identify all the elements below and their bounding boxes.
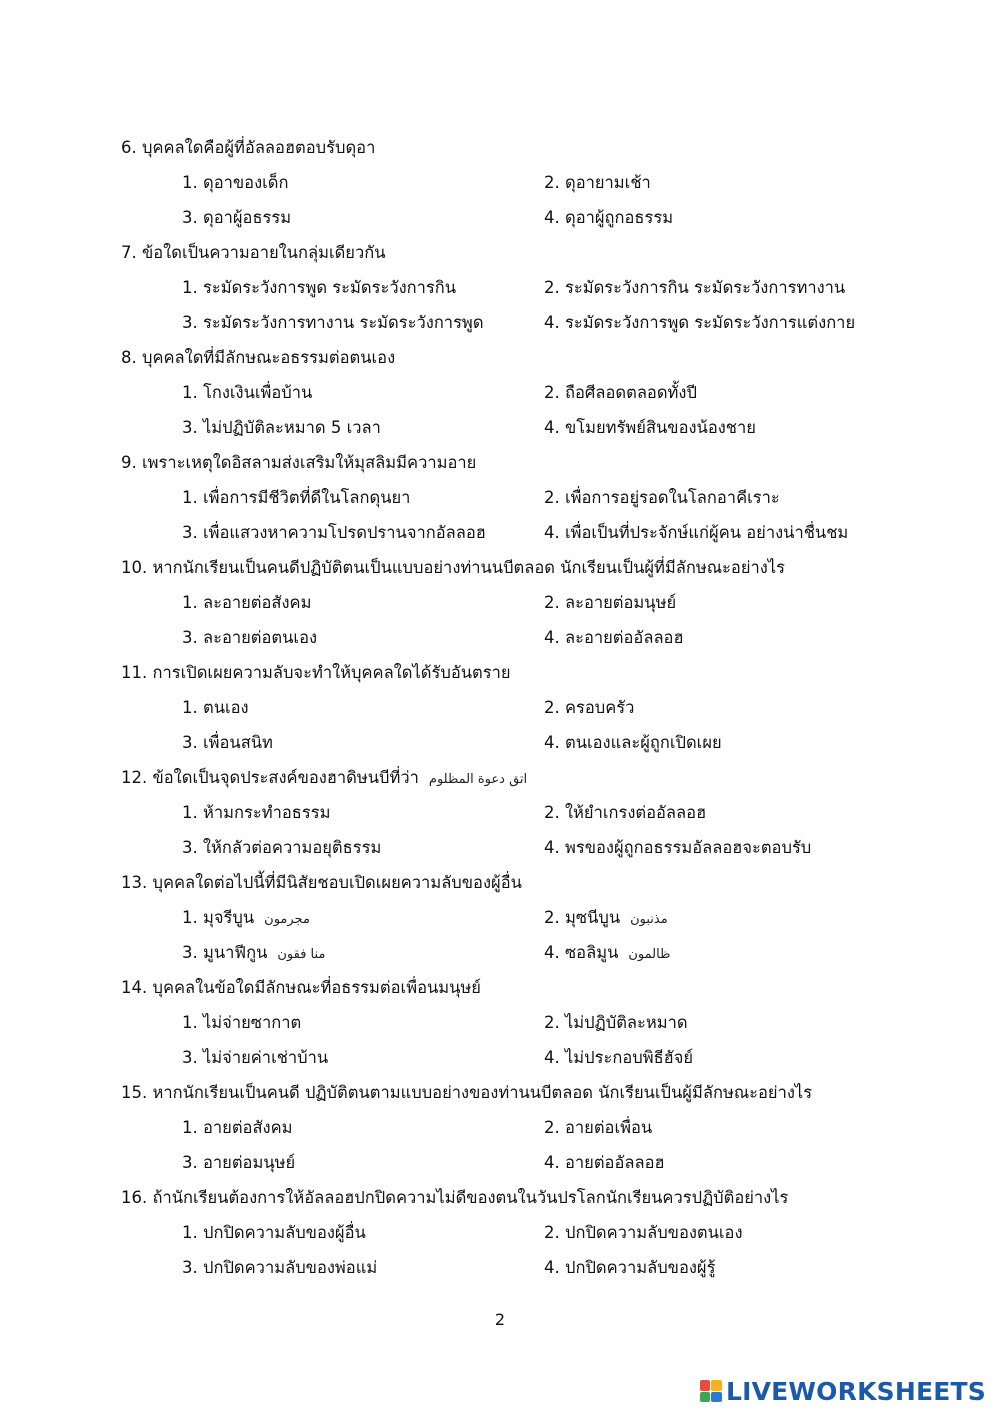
option-row <box>0 1250 1000 1285</box>
answer-option[interactable] <box>544 1005 688 1040</box>
option-row <box>0 375 1000 410</box>
answer-option-label: 4. ตนเองและผู้ถูกเปิดเผย <box>544 733 722 752</box>
answer-option[interactable] <box>544 725 722 760</box>
question <box>0 970 1000 1075</box>
answer-option[interactable] <box>544 900 668 937</box>
page-number: 2 <box>494 1310 506 1329</box>
answer-option[interactable] <box>544 200 673 235</box>
answer-option[interactable] <box>182 1005 301 1040</box>
question-label: 9. เพราะเหตุใดอิสลามส่งเสริมให้มุสลิมมีความอาย <box>121 453 477 472</box>
question-label: 10. หากนักเรียนเป็นคนดีปฏิบัติตนเป็นแบบอย่างท่านนบีตลอด นักเรียนเป็นผู้ที่มีลักษณะอย่างไร <box>121 558 785 577</box>
option-row <box>0 725 1000 760</box>
question-text <box>0 865 1000 900</box>
question <box>0 445 1000 550</box>
answer-option-label: 1. ละอายต่อสังคม <box>182 593 312 612</box>
option-row <box>0 1145 1000 1180</box>
question <box>0 1180 1000 1285</box>
option-row <box>0 935 1000 970</box>
question-label: 14. บุคคลในข้อใดมีลักษณะที่อธรรมต่อเพื่อนมนุษย์ <box>121 978 481 997</box>
arabic-term: ظالمون <box>628 947 671 962</box>
question-text <box>0 340 1000 375</box>
answer-option-label: 1. ระมัดระวังการพูด ระมัดระวังการกิน <box>182 278 457 297</box>
question-text <box>0 655 1000 690</box>
option-row <box>0 480 1000 515</box>
answer-option[interactable] <box>182 795 330 830</box>
answer-option-label: 1. มุจรีบูน <box>182 908 255 927</box>
answer-option[interactable] <box>182 935 325 972</box>
answer-option[interactable] <box>182 830 381 865</box>
brand-name: LIVEWORKSHEETS <box>725 1376 986 1406</box>
answer-option-label: 4. พรของผู้ถูกอธรรมอัลลอฮจะตอบรับ <box>544 838 812 857</box>
option-row <box>0 900 1000 935</box>
question-label: 16. ถ้านักเรียนต้องการให้อัลลอฮปกปิดความไม่ดีของตนในวันปรโลกนักเรียนควรปฏิบัติอย่างไร <box>121 1188 789 1207</box>
liveworksheets-logo-icon <box>700 1380 722 1402</box>
answer-option-label: 2. อายต่อเพื่อน <box>544 1118 653 1137</box>
answer-option-label: 4. ดุอาผู้ถูกอธรรม <box>544 208 674 227</box>
question-text <box>0 760 1000 795</box>
answer-option[interactable] <box>544 375 697 410</box>
option-row <box>0 200 1000 235</box>
answer-option-label: 4. เพื่อเป็นที่ประจักษ์แก่ผู้คน อย่างน่าชื่นชม <box>544 523 849 542</box>
logo-tile-green <box>700 1392 711 1403</box>
answer-option-label: 2. มุซนีบูน <box>544 908 621 927</box>
answer-option[interactable] <box>544 620 684 655</box>
answer-option[interactable] <box>544 830 811 865</box>
question-text <box>0 130 1000 165</box>
answer-option[interactable] <box>182 410 381 445</box>
answer-option[interactable] <box>544 1250 715 1285</box>
answer-option-label: 3. ปกปิดความลับของพ่อแม่ <box>182 1258 378 1277</box>
option-row <box>0 795 1000 830</box>
logo-tile-blue <box>711 1392 722 1403</box>
answer-option[interactable] <box>182 1250 377 1285</box>
answer-option-label: 2. ละอายต่อมนุษย์ <box>544 593 677 612</box>
logo-tile-yellow <box>711 1380 722 1391</box>
question-text <box>0 445 1000 480</box>
answer-option[interactable] <box>544 480 780 515</box>
question-label: 15. หากนักเรียนเป็นคนดี ปฏิบัติตนตามแบบอย่างของท่านนบีตลอด นักเรียนเป็นผู้มีลักษณะอย่างไร <box>121 1083 813 1102</box>
question <box>0 865 1000 970</box>
question <box>0 655 1000 760</box>
answer-option-label: 1. โกงเงินเพื่อบ้าน <box>182 383 313 402</box>
answer-option[interactable] <box>544 1145 665 1180</box>
answer-option[interactable] <box>182 480 410 515</box>
option-row <box>0 690 1000 725</box>
answer-option-label: 2. ปกปิดความลับของตนเอง <box>544 1223 743 1242</box>
answer-option-label: 1. เพื่อการมีชีวิตที่ดีในโลกดุนยา <box>182 488 411 507</box>
question-text <box>0 235 1000 270</box>
answer-option-label: 2. เพื่อการอยู่รอดในโลกอาคีเราะ <box>544 488 780 507</box>
answer-option-label: 4. ละอายต่ออัลลอฮ <box>544 628 684 647</box>
option-row <box>0 270 1000 305</box>
answer-option-label: 3. ไม่ปฏิบัติละหมาด 5 เวลา <box>182 418 381 437</box>
option-row <box>0 305 1000 340</box>
question <box>0 550 1000 655</box>
question-label: 8. บุคคลใดที่มีลักษณะอธรรมต่อตนเอง <box>121 348 396 367</box>
answer-option[interactable] <box>182 585 311 620</box>
brand-watermark[interactable] <box>700 1374 986 1408</box>
answer-option[interactable] <box>544 585 676 620</box>
question-text <box>0 1180 1000 1215</box>
arabic-hadith-text: اتق دعوة المظلوم <box>428 772 528 787</box>
answer-option[interactable] <box>182 1215 366 1250</box>
answer-option[interactable] <box>544 1040 693 1075</box>
answer-option-label: 3. ละอายต่อตนเอง <box>182 628 318 647</box>
question-text <box>0 1075 1000 1110</box>
answer-option-label: 3. เพื่อแสวงหาความโปรดปรานจากอัลลอฮ <box>182 523 486 542</box>
answer-option-label: 2. ครอบครัว <box>544 698 635 717</box>
answer-option-label: 1. ดุอาของเด็ก <box>182 173 289 192</box>
option-row <box>0 165 1000 200</box>
answer-option-label: 4. ไม่ประกอบพิธีฮัจย์ <box>544 1048 694 1067</box>
option-row <box>0 1215 1000 1250</box>
answer-option-label: 3. ดุอาผู้อธรรม <box>182 208 292 227</box>
option-row <box>0 1110 1000 1145</box>
question <box>0 760 1000 865</box>
answer-option[interactable] <box>182 900 310 937</box>
answer-option-label: 3. เพื่อนสนิท <box>182 733 273 752</box>
option-row <box>0 620 1000 655</box>
answer-option[interactable] <box>182 1110 293 1145</box>
answer-option[interactable] <box>182 305 484 340</box>
answer-option[interactable] <box>182 200 291 235</box>
answer-option[interactable] <box>544 515 848 550</box>
answer-option[interactable] <box>182 165 288 200</box>
answer-option[interactable] <box>544 690 634 725</box>
answer-option[interactable] <box>544 410 756 445</box>
arabic-term: مذنبون <box>630 912 668 927</box>
option-row <box>0 1005 1000 1040</box>
answer-option-label: 2. ระมัดระวังการกิน ระมัดระวังการทางาน <box>544 278 846 297</box>
option-row <box>0 515 1000 550</box>
option-row <box>0 410 1000 445</box>
answer-option[interactable] <box>544 935 670 972</box>
answer-option-label: 4. ขโมยทรัพย์สินของน้องชาย <box>544 418 756 437</box>
question-list <box>0 130 1000 1285</box>
question <box>0 340 1000 445</box>
question-text <box>0 970 1000 1005</box>
answer-option-label: 3. ให้กลัวต่อความอยุติธรรม <box>182 838 382 857</box>
answer-option-label: 4. ระมัดระวังการพูด ระมัดระวังการแต่งกาย <box>544 313 856 332</box>
answer-option-label: 1. ห้ามกระทำอธรรม <box>182 803 331 822</box>
question-label: 12. ข้อใดเป็นจุดประสงค์ของฮาดิษนบีที่ว่า <box>121 768 419 787</box>
option-row <box>0 1040 1000 1075</box>
answer-option-label: 1. ไม่จ่ายซากาต <box>182 1013 302 1032</box>
answer-option-label: 3. อายต่อมนุษย์ <box>182 1153 296 1172</box>
answer-option[interactable] <box>544 165 651 200</box>
answer-option[interactable] <box>544 1215 743 1250</box>
answer-option[interactable] <box>182 515 486 550</box>
answer-option[interactable] <box>182 375 312 410</box>
answer-option-label: 3. มูนาฟีกูน <box>182 943 268 962</box>
answer-option-label: 2. ไม่ปฏิบัติละหมาด <box>544 1013 688 1032</box>
question-text <box>0 550 1000 585</box>
answer-option[interactable] <box>544 1110 652 1145</box>
answer-option-label: 3. ระมัดระวังการทางาน ระมัดระวังการพูด <box>182 313 484 332</box>
answer-option[interactable] <box>182 690 249 725</box>
answer-option-label: 2. ให้ยำเกรงต่ออัลลอฮ <box>544 803 707 822</box>
answer-option-label: 2. ถือศีลอดตลอดทั้งปี <box>544 383 697 402</box>
answer-option[interactable] <box>182 725 273 760</box>
question-label: 13. บุคคลใดต่อไปนี้ที่มีนิสัยชอบเปิดเผยความลับของผู้อื่น <box>121 873 522 892</box>
question-label: 11. การเปิดเผยความลับจะทำให้บุคคลใดได้รับอันตราย <box>121 663 511 682</box>
answer-option[interactable] <box>544 305 855 340</box>
answer-option[interactable] <box>182 270 456 305</box>
answer-option[interactable] <box>544 270 845 305</box>
answer-option-label: 4. ปกปิดความลับของผู้รู้ <box>544 1258 716 1277</box>
question-label: 7. ข้อใดเป็นความอายในกลุ่มเดียวกัน <box>121 243 386 262</box>
arabic-term: منا فقون <box>277 947 326 962</box>
answer-option[interactable] <box>544 795 706 830</box>
answer-option-label: 4. อายต่ออัลลอฮ <box>544 1153 665 1172</box>
answer-option-label: 1. ปกปิดความลับของผู้อื่น <box>182 1223 366 1242</box>
question <box>0 1075 1000 1180</box>
answer-option-label: 3. ไม่จ่ายค่าเช่าบ้าน <box>182 1048 329 1067</box>
answer-option-label: 1. ตนเอง <box>182 698 249 717</box>
answer-option[interactable] <box>182 620 317 655</box>
logo-tile-red <box>700 1380 711 1391</box>
answer-option-label: 4. ซอลิมูน <box>544 943 619 962</box>
answer-option[interactable] <box>182 1145 295 1180</box>
answer-option-label: 2. ดุอายามเช้า <box>544 173 651 192</box>
question-label: 6. บุคคลใดคือผู้ที่อัลลอฮตอบรับดุอา <box>121 138 376 157</box>
question <box>0 130 1000 235</box>
answer-option[interactable] <box>182 1040 328 1075</box>
answer-option-label: 1. อายต่อสังคม <box>182 1118 293 1137</box>
question <box>0 235 1000 340</box>
option-row <box>0 830 1000 865</box>
option-row <box>0 585 1000 620</box>
arabic-term: مجرمون <box>264 912 310 927</box>
